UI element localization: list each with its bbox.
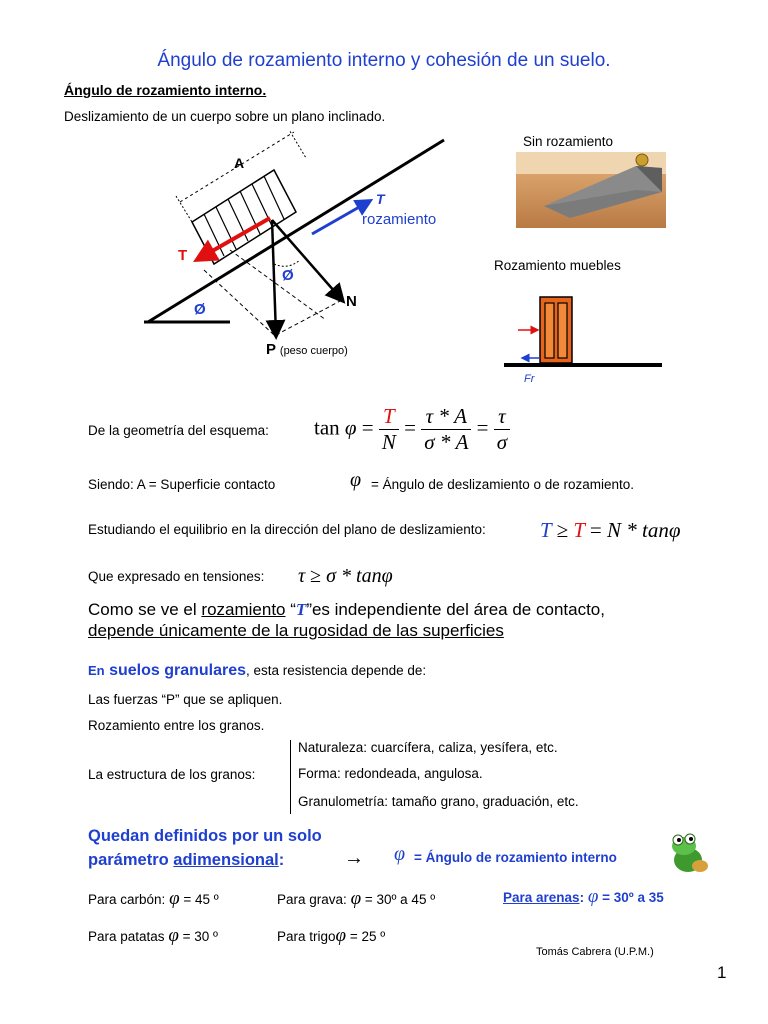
- phi-param-symbol: φ: [394, 843, 406, 865]
- phi-param-text: = Ángulo de rozamiento interno: [414, 850, 617, 865]
- carbon-value: Para carbón: φ = 45 º: [88, 888, 219, 909]
- arenas-value: Para arenas: φ = 30º a 35: [503, 886, 664, 907]
- geometria-text: De la geometría del esquema:: [88, 423, 269, 438]
- sin-rozamiento-label: Sin rozamiento: [523, 134, 614, 149]
- trigo-value: Para trigoφ = 25 º: [277, 925, 386, 946]
- plane-line: [148, 140, 444, 322]
- granulometria-text: Granulometría: tamaño grano, graduación, etc.: [298, 794, 579, 809]
- tensiones-text: Que expresado en tensiones:: [88, 569, 265, 584]
- label-phi-bottom: Ø: [194, 301, 206, 318]
- arrow-symbol: →: [344, 847, 364, 869]
- naturaleza-text: Naturaleza: cuarcífera, caliza, yesífera, etc.: [298, 740, 558, 755]
- label-a: A: [234, 155, 245, 171]
- section-heading: Ángulo de rozamiento interno.: [64, 82, 267, 98]
- page-title: Ángulo de rozamiento interno y cohesión de un suelo.: [157, 50, 611, 71]
- equilibrio-text: Estudiando el equilibrio en la dirección del plano de deslizamiento:: [88, 522, 486, 537]
- phi-symbol: φ: [350, 469, 362, 491]
- phi-def-text: = Ángulo de deslizamiento o de rozamiento.: [371, 477, 635, 492]
- friction-arrow-blue: [312, 202, 368, 234]
- label-t-blue: T: [376, 191, 385, 207]
- fr-label: Fr: [524, 373, 535, 385]
- label-rozamiento: rozamiento: [362, 211, 437, 228]
- frog-mascot-icon: [666, 830, 712, 876]
- formula-equilibrio: T ≥ T = N * tanφ: [540, 518, 681, 542]
- patatas-value: Para patatas φ = 30 º: [88, 925, 218, 946]
- block: [192, 170, 296, 264]
- quedan-line-1: Quedan definidos por un solo: [88, 827, 322, 845]
- inclined-plane-diagram: [130, 130, 460, 370]
- intro-text: Deslizamiento de un cuerpo sobre un plano inclinado.: [64, 109, 386, 124]
- formula-tan: tan φ = $\frac{T}{N}$ = $\frac{\tau * A}{\sigma * A}$ = $\frac{\tau}{\sigma}$: [314, 404, 510, 455]
- siendo-text: Siendo: A = Superficie contacto: [88, 477, 276, 492]
- rozamiento-granos-text: Rozamiento entre los granos.: [88, 718, 265, 733]
- bracket-line: [290, 740, 291, 814]
- suelos-line: En suelos granulares, esta resistencia depende de:: [88, 662, 427, 679]
- label-n: N: [346, 293, 357, 310]
- fuerzas-text: Las fuerzas “P” que se apliquen.: [88, 692, 283, 707]
- como-line: Como se ve el rozamiento “T”es independiente del área de contacto,: [88, 600, 605, 619]
- weight-arrow: [272, 220, 276, 335]
- formula-tensiones: τ ≥ σ * tanφ: [298, 565, 393, 587]
- label-p: P (peso cuerpo): [266, 341, 348, 358]
- depende-line: depende únicamente de la rugosidad de las superficies: [88, 621, 504, 640]
- furniture-friction-figure: [504, 290, 664, 386]
- estructura-text: La estructura de los granos:: [88, 767, 256, 782]
- grava-value: Para grava: φ = 30º a 45 º: [277, 888, 436, 909]
- quedan-line-2: parámetro adimensional:: [88, 851, 285, 869]
- ramp-photo: [516, 152, 666, 228]
- author-footer: Tomás Cabrera (U.P.M.): [536, 946, 654, 958]
- forma-text: Forma: redondeada, angulosa.: [298, 766, 483, 781]
- page-number: 1: [717, 963, 727, 982]
- label-t-red: T: [178, 247, 188, 264]
- label-phi-top: Ø: [282, 267, 294, 284]
- rozamiento-muebles-label: Rozamiento muebles: [494, 258, 621, 273]
